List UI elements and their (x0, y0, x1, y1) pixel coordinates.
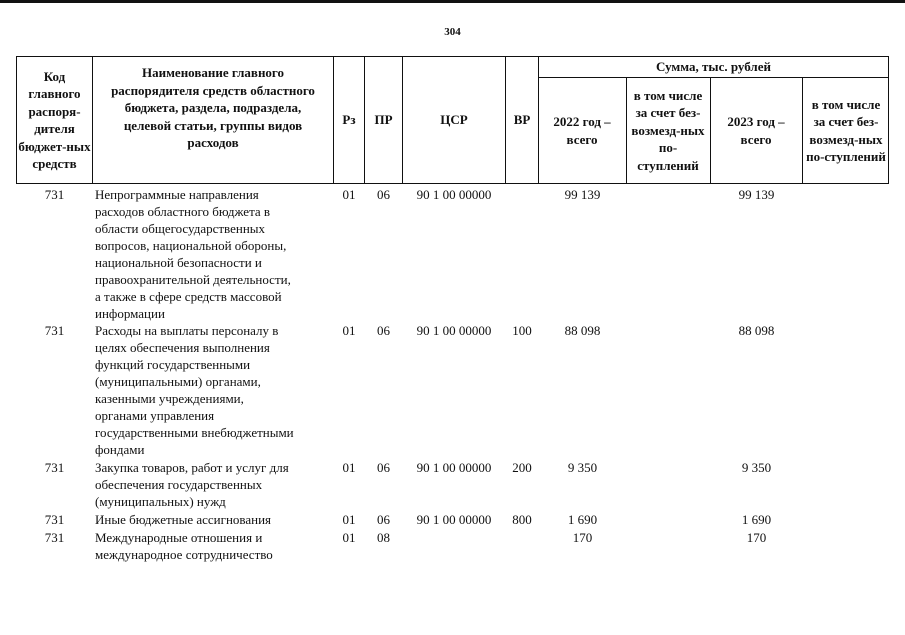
header-vr: ВР (513, 112, 531, 128)
header-2022-gratuitous: в том числе за счет без-возмезд-ных по-ступлений (631, 87, 705, 173)
header-code: Код главного распоря-дителя бюджет-ных средств (18, 68, 91, 171)
col-line (888, 56, 889, 184)
header-rz: Рз (342, 112, 356, 128)
header-sum-group: Сумма, тыс. рублей (656, 59, 771, 75)
header-csr: ЦСР (440, 112, 468, 128)
row-2023-total: 9 350 (741, 460, 772, 475)
row-code: 731 (44, 530, 65, 545)
page-number: 304 (444, 26, 461, 38)
row-vr: 100 (512, 323, 532, 338)
col-line (710, 77, 711, 184)
col-line (626, 77, 627, 184)
row-code: 731 (44, 187, 65, 202)
header-2023-total: 2023 год – всего (727, 114, 785, 147)
row-csr: 90 1 00 00000 (416, 512, 492, 527)
row-rz: 01 (342, 460, 356, 475)
row-csr: 90 1 00 00000 (416, 187, 492, 202)
row-name: Закупка товаров, работ и услуг для обеспечения государственных (муниципальных) нужд (95, 460, 289, 509)
row-2022-total: 1 690 (567, 512, 598, 527)
row-2022-total: 170 (572, 530, 593, 545)
row-2022-total: 88 098 (564, 323, 601, 338)
header-2022-total: 2022 год – всего (553, 114, 611, 147)
row-pr: 08 (377, 530, 390, 545)
row-name: Международные отношения и международное сотрудничество (95, 530, 273, 562)
row-rz: 01 (342, 187, 356, 202)
header-2023-gratuitous: в том числе за счет без-возмезд-ных по-ступлений (806, 96, 886, 164)
row-2022-total: 9 350 (567, 460, 598, 475)
row-rz: 01 (342, 530, 356, 545)
row-pr: 06 (377, 512, 390, 527)
row-csr: 90 1 00 00000 (416, 323, 492, 338)
row-csr: 90 1 00 00000 (416, 460, 492, 475)
row-2023-total: 170 (746, 530, 767, 545)
row-code: 731 (44, 323, 65, 338)
header-name: Наименование главного распорядителя средств областного бюджета, раздела, подраздела, целевой статьи, группы видов расходов (111, 65, 315, 151)
row-name: Расходы на выплаты персоналу в целях обеспечения выполнения функций государственными (муниципальными) органами, казенными учреждениями, органами управления государственными внебюджетными фондами (95, 323, 294, 457)
row-2022-total: 99 139 (564, 187, 601, 202)
row-name: Иные бюджетные ассигнования (95, 512, 272, 527)
row-name: Непрограммные направления расходов областного бюджета в области общегосударственных вопросов, национальной обороны, национальной безопасности и правоохранительной деятельности, а также в сфере средств массовой информации (95, 187, 291, 321)
col-line (802, 77, 803, 184)
row-vr: 800 (512, 512, 532, 527)
header-bottom-line (16, 183, 889, 184)
row-2023-total: 1 690 (741, 512, 772, 527)
header-pr: ПР (374, 112, 393, 128)
row-pr: 06 (377, 460, 390, 475)
row-vr: 200 (512, 460, 532, 475)
row-code: 731 (44, 512, 65, 527)
row-code: 731 (44, 460, 65, 475)
col-line (92, 56, 93, 184)
row-2023-total: 99 139 (738, 187, 775, 202)
row-pr: 06 (377, 187, 390, 202)
row-rz: 01 (342, 323, 356, 338)
row-rz: 01 (342, 512, 356, 527)
row-pr: 06 (377, 323, 390, 338)
row-2023-total: 88 098 (738, 323, 775, 338)
